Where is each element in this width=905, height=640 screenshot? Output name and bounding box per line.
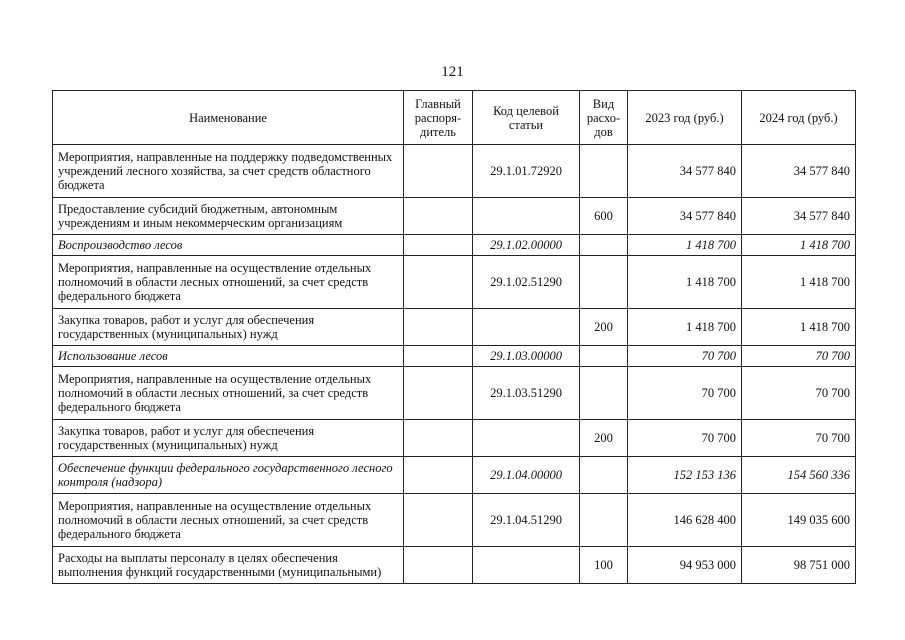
cell-2023: 34 577 840: [628, 198, 742, 235]
cell-vid: 200: [580, 309, 628, 346]
cell-2024: 1 418 700: [742, 309, 856, 346]
table-row: [53, 235, 856, 256]
cell-vid: 600: [580, 198, 628, 235]
cell-2023: 152 153 136: [628, 457, 742, 494]
cell-code: 29.1.01.72920: [473, 145, 580, 198]
cell-glavny: [404, 256, 473, 309]
cell-glavny: [404, 420, 473, 457]
cell-name: Обеспечение функции федерального государственного лесного контроля (надзора): [53, 457, 404, 494]
cell-code: 29.1.04.00000: [473, 457, 580, 494]
cell-name: Использование лесов: [53, 346, 404, 367]
cell-code: 29.1.03.00000: [473, 346, 580, 367]
page-number: 121: [441, 64, 464, 80]
cell-code: [473, 198, 580, 235]
header-2024: 2024 год (руб.): [742, 91, 856, 145]
cell-2023: 70 700: [628, 367, 742, 420]
cell-name: Мероприятия, направленные на осуществление отдельных полномочий в области лесных отношений, за счет средств федерального бюджета: [53, 494, 404, 547]
cell-2023: 34 577 840: [628, 145, 742, 198]
cell-glavny: [404, 145, 473, 198]
table-row: [53, 346, 856, 367]
cell-code: 29.1.04.51290: [473, 494, 580, 547]
cell-2023: 146 628 400: [628, 494, 742, 547]
cell-2023: 70 700: [628, 420, 742, 457]
cell-name: Мероприятия, направленные на осуществление отдельных полномочий в области лесных отношений, за счет средств федерального бюджета: [53, 256, 404, 309]
cell-code: 29.1.03.51290: [473, 367, 580, 420]
header-2023: 2023 год (руб.): [628, 91, 742, 145]
cell-vid: [580, 457, 628, 494]
table-row: [53, 309, 856, 346]
cell-glavny: [404, 309, 473, 346]
cell-name: Мероприятия, направленные на поддержку подведомственных учреждений лесного хозяйства, за счет средств областного бюджета: [53, 145, 404, 198]
cell-2024: 98 751 000: [742, 547, 856, 584]
cell-vid: [580, 346, 628, 367]
cell-2024: 1 418 700: [742, 256, 856, 309]
cell-glavny: [404, 367, 473, 420]
cell-2023: 1 418 700: [628, 235, 742, 256]
cell-name: Закупка товаров, работ и услуг для обеспечения государственных (муниципальных) нужд: [53, 309, 404, 346]
cell-2024: 149 035 600: [742, 494, 856, 547]
cell-2024: 70 700: [742, 346, 856, 367]
cell-vid: [580, 494, 628, 547]
cell-2024: 34 577 840: [742, 145, 856, 198]
cell-code: [473, 547, 580, 584]
cell-name: Предоставление субсидий бюджетным, автономным учреждениям и иным некоммерческим организациям: [53, 198, 404, 235]
cell-name: Мероприятия, направленные на осуществление отдельных полномочий в области лесных отношений, за счет средств федерального бюджета: [53, 367, 404, 420]
cell-2023: 70 700: [628, 346, 742, 367]
cell-glavny: [404, 547, 473, 584]
cell-code: 29.1.02.00000: [473, 235, 580, 256]
cell-2024: 70 700: [742, 420, 856, 457]
cell-code: [473, 420, 580, 457]
cell-2023: 1 418 700: [628, 256, 742, 309]
cell-2023: 1 418 700: [628, 309, 742, 346]
header-vid: Вид расхо-дов: [580, 91, 628, 145]
header-name: Наименование: [53, 91, 404, 145]
cell-vid: [580, 256, 628, 309]
table-row: [53, 367, 856, 420]
header-glavny: Главный распоря-дитель: [404, 91, 473, 145]
cell-2024: 154 560 336: [742, 457, 856, 494]
table-row: [53, 457, 856, 494]
cell-2024: 1 418 700: [742, 235, 856, 256]
table-row: [53, 420, 856, 457]
table-row: [53, 547, 856, 584]
cell-code: [473, 309, 580, 346]
cell-glavny: [404, 494, 473, 547]
cell-glavny: [404, 235, 473, 256]
cell-name: Воспроизводство лесов: [53, 235, 404, 256]
table-row: [53, 198, 856, 235]
cell-vid: 200: [580, 420, 628, 457]
budget-table: [52, 90, 856, 584]
cell-vid: [580, 145, 628, 198]
table-body: [53, 145, 856, 584]
cell-vid: [580, 235, 628, 256]
cell-glavny: [404, 198, 473, 235]
table-header-row: [53, 91, 856, 145]
table-row: [53, 145, 856, 198]
cell-name: Закупка товаров, работ и услуг для обеспечения государственных (муниципальных) нужд: [53, 420, 404, 457]
cell-name: Расходы на выплаты персоналу в целях обеспечения выполнения функций государственными (муниципальными): [53, 547, 404, 584]
cell-code: 29.1.02.51290: [473, 256, 580, 309]
cell-glavny: [404, 457, 473, 494]
table-row: [53, 494, 856, 547]
table-row: [53, 256, 856, 309]
cell-2023: 94 953 000: [628, 547, 742, 584]
cell-2024: 34 577 840: [742, 198, 856, 235]
cell-glavny: [404, 346, 473, 367]
cell-vid: [580, 367, 628, 420]
header-code: Код целевой статьи: [473, 91, 580, 145]
cell-vid: 100: [580, 547, 628, 584]
cell-2024: 70 700: [742, 367, 856, 420]
